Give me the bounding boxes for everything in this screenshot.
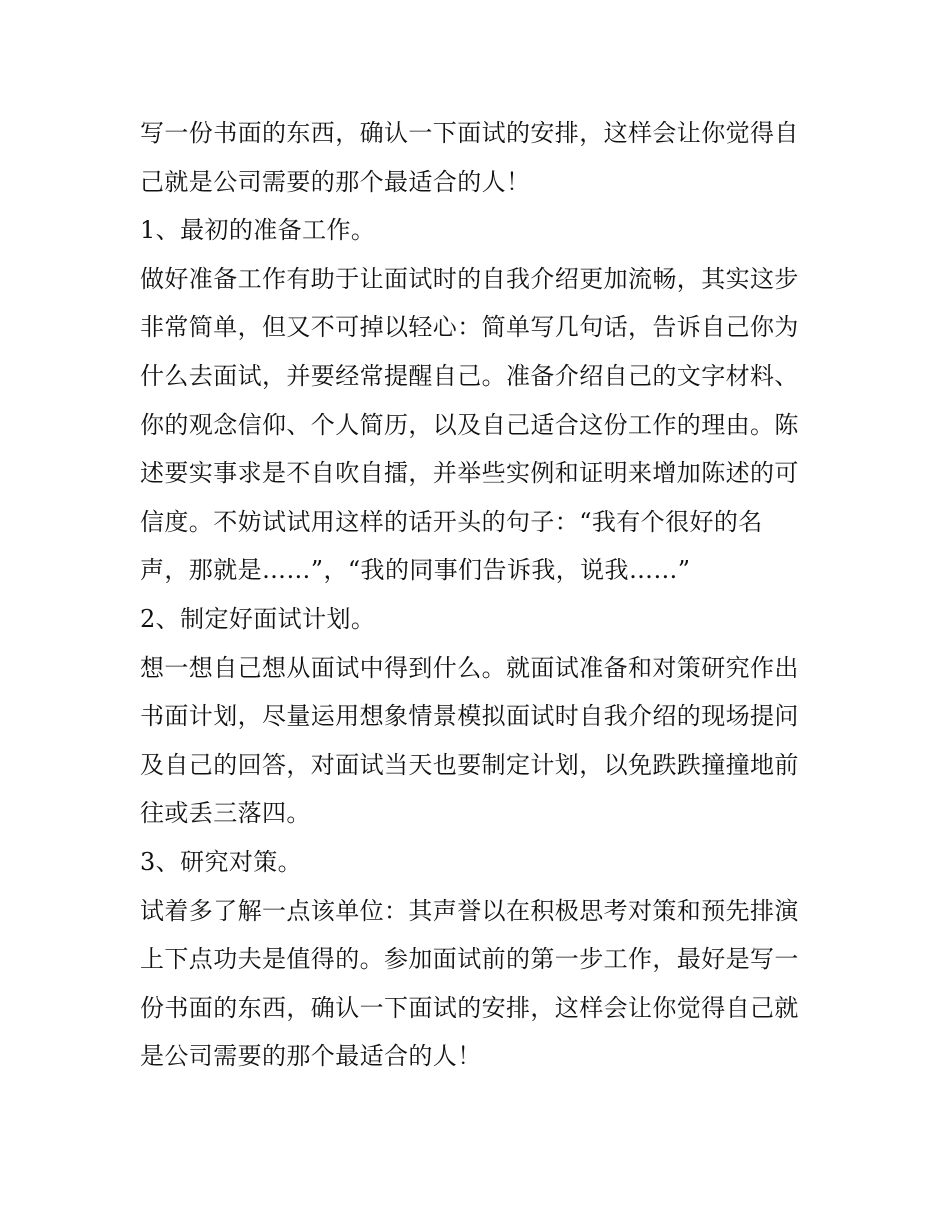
section-heading: 1、最初的准备工作。 bbox=[140, 216, 376, 245]
paragraph-line: 声，那就是……”，“我的同事们告诉我，说我……” bbox=[140, 556, 691, 585]
paragraph-line: 上下点功夫是值得的。参加面试前的第一步工作，最好是写一 bbox=[140, 945, 799, 974]
document-body bbox=[140, 109, 812, 1081]
paragraph-line: 非常简单，但又不可掉以轻心：简单写几句话，告诉自己你为 bbox=[140, 313, 799, 342]
paragraph-line: 己就是公司需要的那个最适合的人！ bbox=[140, 167, 531, 196]
paragraph-line: 述要实事求是不自吹自擂，并举些实例和证明来增加陈述的可 bbox=[140, 459, 799, 488]
section-heading: 2、制定好面试计划。 bbox=[140, 604, 376, 633]
paragraph-line: 试着多了解一点该单位：其声誉以在积极思考对策和预先排演 bbox=[140, 896, 799, 925]
paragraph-line: 你的观念信仰、个人简历，以及自己适合这份工作的理由。陈 bbox=[140, 410, 799, 439]
paragraph-line: 想一想自己想从面试中得到什么。就面试准备和对策研究作出 bbox=[140, 653, 799, 682]
paragraph-line: 什么去面试，并要经常提醒自己。准备介绍自己的文字材料、 bbox=[140, 361, 799, 390]
paragraph-line: 往或丢三落四。 bbox=[140, 799, 311, 828]
paragraph-line: 信度。不妨试试用这样的话开头的句子：“我有个很好的名 bbox=[140, 507, 763, 536]
paragraph-line: 做好准备工作有助于让面试时的自我介绍更加流畅，其实这步 bbox=[140, 264, 799, 293]
section-heading: 3、研究对策。 bbox=[140, 847, 303, 876]
paragraph-line: 及自己的回答，对面试当天也要制定计划，以免跌跌撞撞地前 bbox=[140, 750, 799, 779]
paragraph-line: 写一份书面的东西，确认一下面试的安排，这样会让你觉得自 bbox=[140, 119, 799, 147]
paragraph-line: 份书面的东西，确认一下面试的安排，这样会让你觉得自己就 bbox=[140, 993, 799, 1022]
paragraph-line: 书面计划，尽量运用想象情景模拟面试时自我介绍的现场提问 bbox=[140, 702, 799, 731]
paragraph-line: 是公司需要的那个最适合的人！ bbox=[140, 1042, 482, 1071]
